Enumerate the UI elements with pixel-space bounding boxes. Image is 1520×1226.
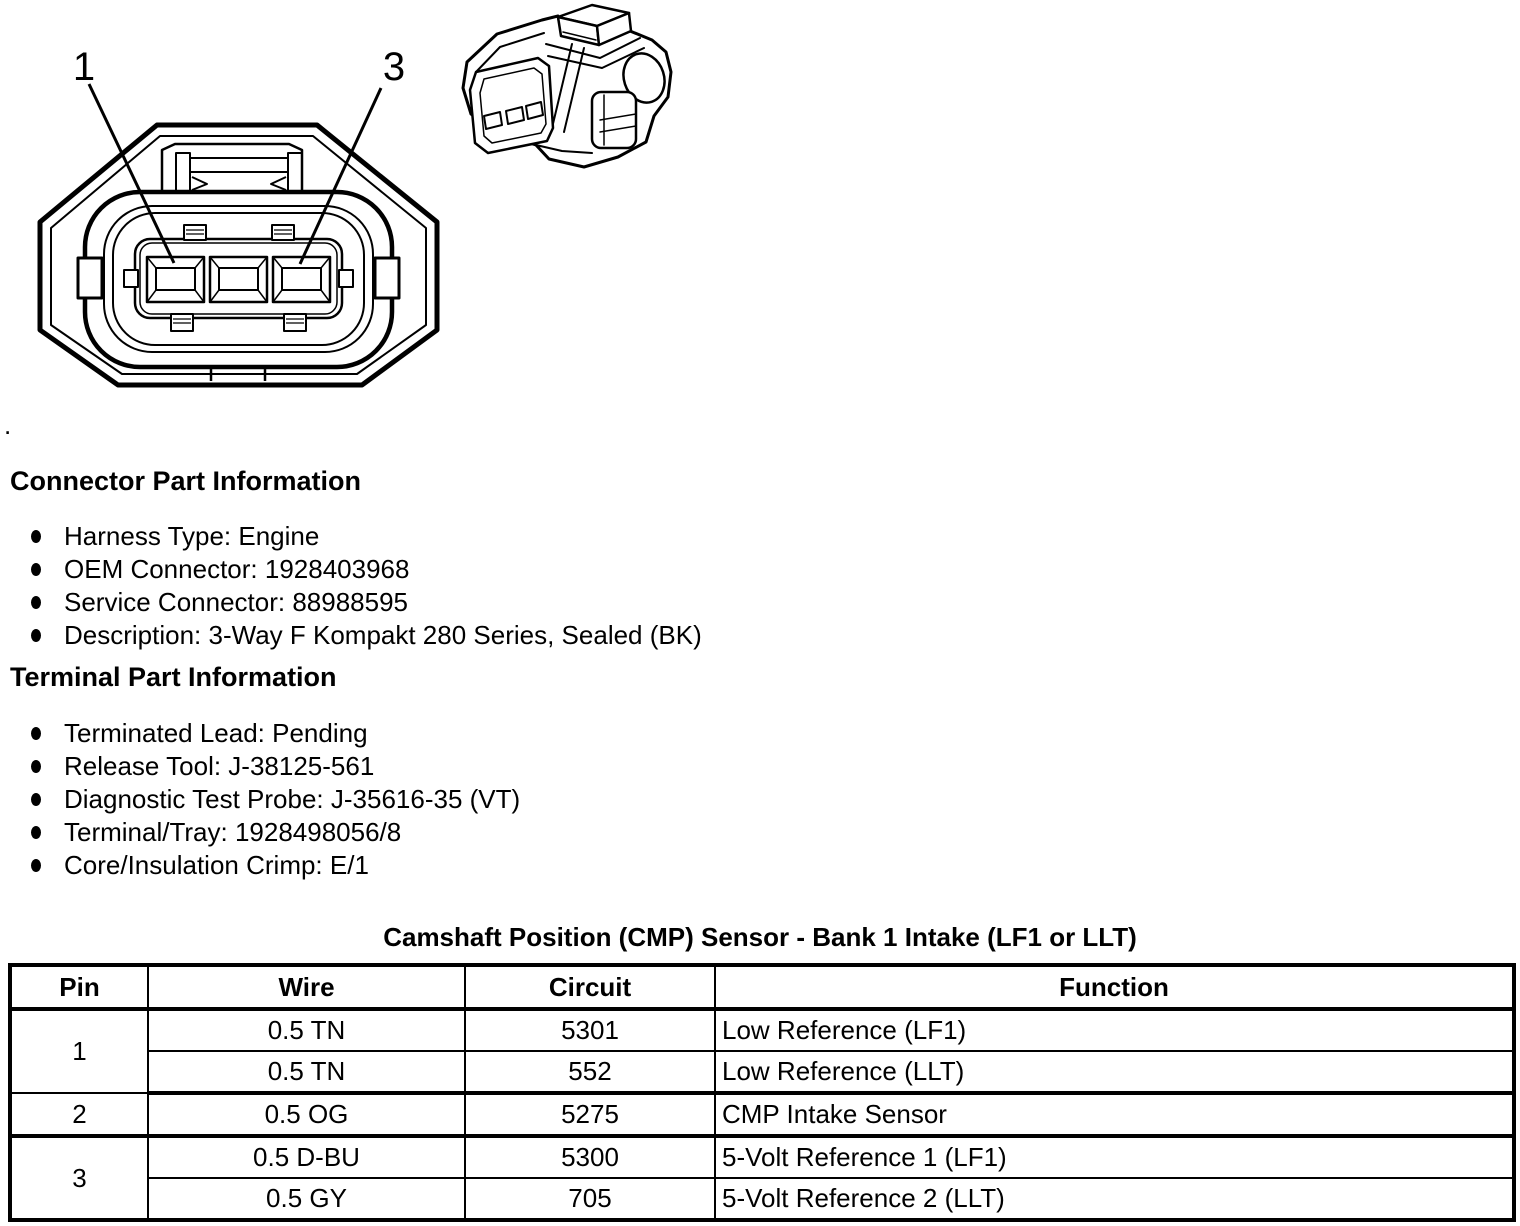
- stray-period: .: [4, 410, 12, 440]
- function-cell: Low Reference (LF1): [715, 1009, 1514, 1051]
- front-view-drawing: [40, 45, 437, 385]
- table-header-row: [10, 965, 1514, 1009]
- circuit-cell: 705: [465, 1178, 715, 1220]
- list-item: [31, 816, 520, 849]
- column-header-circuit: Circuit: [465, 965, 715, 1009]
- wire-cell: 0.5 OG: [148, 1093, 465, 1136]
- wire-cell: 0.5 D-BU: [148, 1136, 465, 1178]
- list-item: [31, 849, 520, 882]
- bullet-icon: [31, 563, 41, 576]
- bullet-icon: [31, 727, 41, 740]
- circuit-cell: 5275: [465, 1093, 715, 1136]
- bullet-icon: [31, 793, 41, 806]
- terminal-slot-2: [210, 257, 267, 302]
- table-row: [10, 1009, 1514, 1051]
- list-item: [31, 619, 702, 652]
- pin-3-leader-line: [300, 88, 381, 264]
- list-item: [31, 520, 702, 553]
- wire-cell: 0.5 TN: [148, 1051, 465, 1093]
- connector-front-view-diagram: [10, 30, 450, 405]
- function-cell: 5-Volt Reference 2 (LLT): [715, 1178, 1514, 1220]
- wire-cell: 0.5 GY: [148, 1178, 465, 1220]
- function-cell: Low Reference (LLT): [715, 1051, 1514, 1093]
- terminal-part-information-list: [31, 717, 520, 882]
- column-header-pin: Pin: [10, 965, 148, 1009]
- connector-isometric-diagram: [445, 0, 700, 185]
- bullet-icon: [31, 760, 41, 773]
- column-header-wire: Wire: [148, 965, 465, 1009]
- top-lock-tab: [162, 144, 302, 192]
- list-item: [31, 717, 520, 750]
- iso-front-face: [470, 58, 553, 153]
- terminal-part-information-heading: Terminal Part Information: [10, 662, 337, 692]
- bullet-icon: [31, 629, 41, 642]
- table-row: [10, 1093, 1514, 1136]
- list-item: [31, 783, 520, 816]
- bullet-icon: [31, 826, 41, 839]
- list-item-text: Harness Type: Engine: [64, 521, 320, 551]
- column-header-function: Function: [715, 965, 1514, 1009]
- list-item-text: Terminal/Tray: 1928498056/8: [64, 817, 402, 847]
- pin-cell: 1: [10, 1009, 148, 1093]
- circuit-cell: 5300: [465, 1136, 715, 1178]
- isometric-drawing: [463, 5, 671, 167]
- list-item: [31, 750, 520, 783]
- list-item: [31, 586, 702, 619]
- table-row: [10, 1051, 1514, 1093]
- pinout-table-container: [8, 963, 1516, 1222]
- terminal-slot-1: [147, 257, 204, 302]
- function-cell: 5-Volt Reference 1 (LF1): [715, 1136, 1514, 1178]
- function-cell: CMP Intake Sensor: [715, 1093, 1514, 1136]
- pin-3-callout-label: 3: [382, 45, 406, 89]
- bullet-icon: [31, 596, 41, 609]
- bullet-icon: [31, 859, 41, 872]
- circuit-cell: 552: [465, 1051, 715, 1093]
- table-row: [10, 1178, 1514, 1220]
- list-item-text: OEM Connector: 1928403968: [64, 554, 410, 584]
- pin-1-callout-label: 1: [72, 45, 96, 89]
- connector-part-information-list: [31, 520, 702, 652]
- list-item-text: Core/Insulation Crimp: E/1: [64, 850, 369, 880]
- wire-cell: 0.5 TN: [148, 1009, 465, 1051]
- table-row: [10, 1136, 1514, 1178]
- pinout-table-title: Camshaft Position (CMP) Sensor - Bank 1 Intake (LF1 or LLT): [383, 922, 1137, 952]
- circuit-cell: 5301: [465, 1009, 715, 1051]
- pin-cell: 2: [10, 1093, 148, 1136]
- list-item-text: Description: 3-Way F Kompakt 280 Series, Sealed (BK): [64, 620, 702, 650]
- bullet-icon: [31, 530, 41, 543]
- list-item-text: Terminated Lead: Pending: [64, 718, 368, 748]
- pinout-table: [8, 963, 1516, 1222]
- connector-part-information-heading: Connector Part Information: [10, 466, 362, 496]
- list-item-text: Diagnostic Test Probe: J-35616-35 (VT): [64, 784, 521, 814]
- pin-cell: 3: [10, 1136, 148, 1220]
- list-item: [31, 553, 702, 586]
- list-item-text: Release Tool: J-38125-561: [64, 751, 375, 781]
- list-item-text: Service Connector: 88988595: [64, 587, 409, 617]
